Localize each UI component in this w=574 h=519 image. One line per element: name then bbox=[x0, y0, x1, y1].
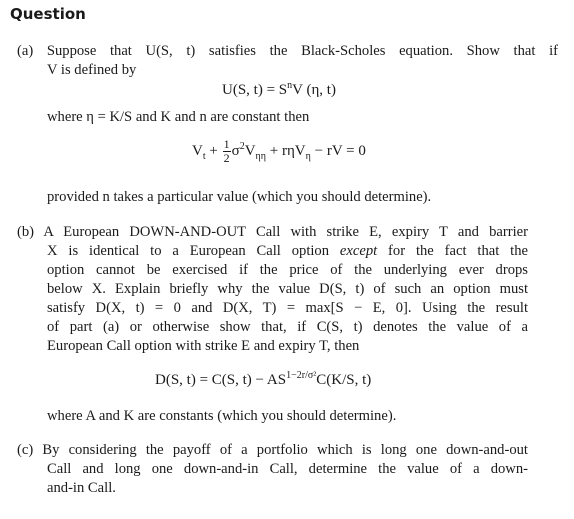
pde-sigma: σ bbox=[231, 142, 240, 159]
equation-down-and-out bbox=[155, 372, 371, 389]
pde-rterm: + rηV bbox=[266, 142, 306, 159]
pde-frac-den: 2 bbox=[223, 151, 230, 165]
equation-transformed-pde bbox=[192, 138, 366, 165]
pde-sigma-sup: 2 bbox=[239, 140, 245, 152]
pde-vt-sub: t bbox=[202, 150, 206, 162]
pde-vt: V bbox=[192, 142, 203, 159]
part-b-line-2-pre: X is identical to a European Call option bbox=[47, 243, 340, 259]
part-a-line-4: provided n takes a particular value (which you should determine). bbox=[47, 189, 432, 205]
part-b-line-7: European Call option with strike E and expiry T, then bbox=[47, 338, 360, 354]
pde-v: V bbox=[244, 142, 256, 159]
pde-plus: + bbox=[205, 142, 222, 159]
equation-u-exponent: n bbox=[287, 80, 293, 91]
dao-lhs: D(S, t) = C(S, t) − AS bbox=[155, 372, 287, 388]
pde-v-sub: ηη bbox=[255, 150, 266, 162]
part-c-line-3: and-in Call. bbox=[47, 480, 116, 496]
part-b-line-8: where A and K are constants (which you should determine). bbox=[47, 408, 397, 424]
part-b-line-4: below X. Explain briefly why the value D(S, t) of such an option must bbox=[47, 281, 528, 297]
part-c-line-1: (c) By considering the payoff of a portfolio which is long one down-and-out bbox=[17, 442, 528, 458]
pde-frac-num: 1 bbox=[223, 137, 230, 151]
part-b-line-6: of part (a) or otherwise show that, if C(S, t) denotes the value of a bbox=[47, 319, 528, 335]
pde-tail: − rV = 0 bbox=[310, 142, 366, 159]
part-b-line-3: option cannot be exercised if the price of the underlying ever drops bbox=[47, 262, 528, 278]
equation-u-rhs: V (η, t) bbox=[292, 82, 336, 98]
pde-rterm-sub: η bbox=[305, 150, 311, 162]
part-c-line-2: Call and long one down-and-in Call, determine the value of a down- bbox=[47, 461, 528, 477]
equation-u-lhs: U(S, t) = S bbox=[222, 82, 288, 98]
pde-half-fraction bbox=[223, 138, 231, 165]
part-b-line-1: (b) A European DOWN-AND-OUT Call with strike E, expiry T and barrier bbox=[17, 224, 528, 240]
dao-rhs: C(K/S, t) bbox=[316, 372, 372, 388]
question-heading: Question bbox=[10, 5, 86, 23]
part-b-line-2-post: for the fact that the bbox=[377, 243, 528, 259]
equation-u-definition bbox=[222, 82, 336, 99]
part-a-line-2: V is defined by bbox=[47, 62, 137, 78]
part-b-line-2 bbox=[47, 242, 528, 261]
dao-exponent: 1−2r/σ² bbox=[286, 370, 317, 381]
part-a-line-3: where η = K/S and K and n are constant then bbox=[47, 109, 310, 125]
part-b-line-5: satisfy D(X, t) = 0 and D(X, T) = max[S − E, 0]. Using the result bbox=[47, 300, 528, 316]
part-a-line-1: (a) Suppose that U(S, t) satisfies the Black-Scholes equation. Show that if bbox=[17, 43, 558, 59]
part-b-line-2-emphasis: except bbox=[339, 243, 378, 259]
